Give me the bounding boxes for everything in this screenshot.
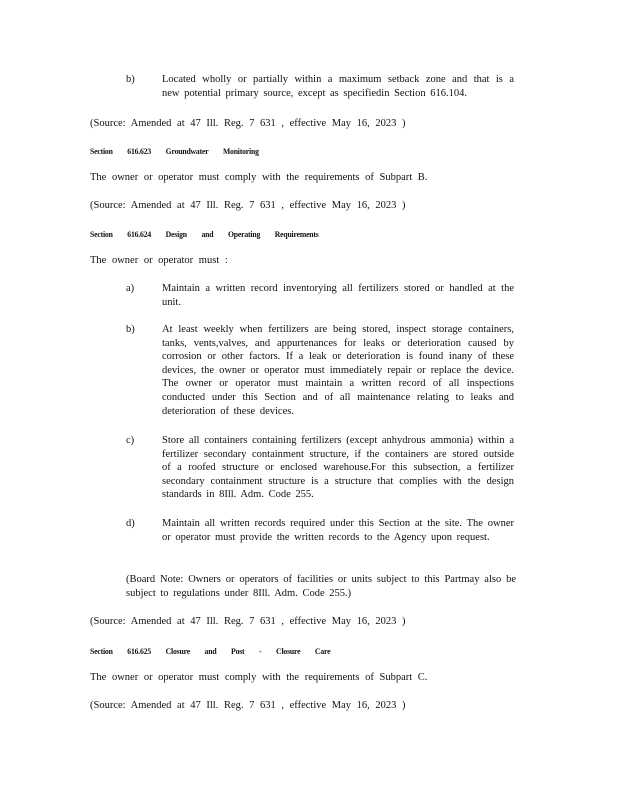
item-d-marker: d) — [126, 518, 135, 529]
source-note-4: (Source: Amended at 47 Ill. Reg. 7 631 , effective May 16, 2023 ) — [90, 700, 406, 711]
board-note: (Board Note: Owners or operators of facilities or units subject to this Partmay also be subject to regulations under 8Ill. Adm. Code 255.) — [126, 574, 516, 599]
section-616-623-heading: Section 616.623 Groundwater Monitoring — [90, 147, 259, 156]
item-a-text: Maintain a written record inventorying all fertilizers stored or handled at the unit. — [162, 283, 514, 308]
section-616-625-heading: Section 616.625 Closure and Post - Closure Care — [90, 647, 331, 656]
item-b-text: Located wholly or partially within a maximum setback zone and that is a new potential primary source, except as specifiedin Section 616.104. — [162, 74, 514, 99]
section-616-623-body: The owner or operator must comply with the requirements of Subpart B. — [90, 172, 428, 183]
source-note-2: (Source: Amended at 47 Ill. Reg. 7 631 , effective May 16, 2023 ) — [90, 200, 406, 211]
item-d-text: Maintain all written records required under this Section at the site. The owner or operator must provide the written records to the Agency upon request. — [162, 518, 514, 543]
item-b2-text: At least weekly when fertilizers are being stored, inspect storage containers, tanks, vents,valves, and appurtenances for leaks or deterioration caused by corrosion or other factors. If a leak or deterioration is found inany of these devices, the owner or operator must immediately repair or replace the device. The owner or operator must maintain a written record of all inspections conducted under this Section and of all maintenance relating to leaks and deterioration of these devices. — [162, 324, 514, 417]
source-note-3: (Source: Amended at 47 Ill. Reg. 7 631 , effective May 16, 2023 ) — [90, 616, 406, 627]
item-b2-marker: b) — [126, 324, 135, 335]
item-b-marker: b) — [126, 74, 135, 85]
item-c-text: Store all containers containing fertilizers (except anhydrous ammonia) within a fertilizer secondary containment structure, if the containers are stored outside of a roofed structure or enclosed warehouse.For this subsection, a fertilizer secondary containment structure is a structure that complies with the design standards in 8Ill. Adm. Code 255. — [162, 435, 514, 501]
item-a-marker: a) — [126, 283, 135, 294]
source-note-1: (Source: Amended at 47 Ill. Reg. 7 631 , effective May 16, 2023 ) — [90, 118, 406, 129]
section-616-624-heading: Section 616.624 Design and Operating Requirements — [90, 230, 319, 239]
section-616-624-intro: The owner or operator must : — [90, 255, 228, 266]
item-c-marker: c) — [126, 435, 135, 446]
section-616-625-body: The owner or operator must comply with the requirements of Subpart C. — [90, 672, 428, 683]
